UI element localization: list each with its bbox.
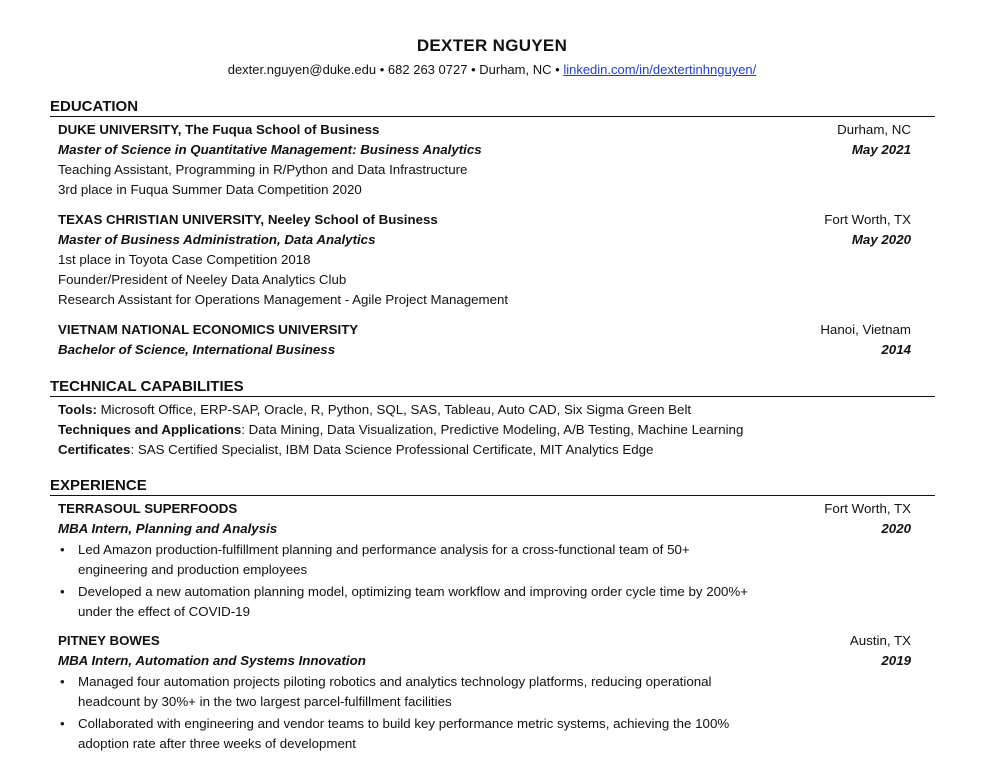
education-entry-header: [58, 120, 911, 140]
experience-entry-header: [58, 631, 911, 651]
education-detail: [58, 180, 911, 200]
role-date: 2019: [881, 653, 911, 668]
technical-line-tools: [58, 400, 911, 420]
school-location: Durham, NC: [837, 122, 911, 137]
detail-text: Research Assistant for Operations Management - Agile Project Management: [58, 292, 509, 307]
school-name: VIETNAM NATIONAL ECONOMICS UNIVERSITY: [58, 322, 359, 337]
bullet-dot-icon: •: [60, 584, 65, 599]
education-degree-row: [58, 140, 911, 160]
bullet-dot-icon: •: [60, 674, 65, 689]
company-name: PITNEY BOWES: [58, 633, 160, 648]
technical-line-certificates: [58, 440, 911, 460]
linkedin-link[interactable]: linkedin.com/in/dextertinhnguyen/: [563, 62, 757, 77]
tech-label: Certificates: [58, 442, 131, 457]
technical-line-techniques: [58, 420, 911, 440]
separator: •: [555, 62, 560, 77]
role: MBA Intern, Planning and Analysis: [58, 521, 278, 536]
detail-text: 3rd place in Fuqua Summer Data Competition 2020: [58, 182, 362, 197]
location: Durham, NC: [479, 62, 552, 77]
role: MBA Intern, Automation and Systems Innovation: [58, 653, 366, 668]
tech-value: Microsoft Office, ERP-SAP, Oracle, R, Python, SQL, SAS, Tableau, Auto CAD, Six Sigma Green Belt: [96, 402, 692, 417]
detail-text: 1st place in Toyota Case Competition 2018: [58, 252, 311, 267]
bullet-item: [60, 714, 760, 754]
school-location: Fort Worth, TX: [824, 212, 911, 227]
tech-value: : Data Mining, Data Visualization, Predictive Modeling, A/B Testing, Machine Learning: [241, 422, 744, 437]
education-detail: [58, 270, 911, 290]
school-name: TEXAS CHRISTIAN UNIVERSITY, Neeley School of Business: [58, 212, 438, 227]
detail-text: Founder/President of Neeley Data Analytics Club: [58, 272, 347, 287]
bullet-text: Led Amazon production-fulfillment planning and performance analysis for a cross-functional team of 50+ engineering and production employees: [78, 542, 690, 577]
section-title-education: EDUCATION: [50, 98, 935, 117]
role-date: 2020: [881, 521, 911, 536]
bullet-dot-icon: •: [60, 716, 65, 731]
bullet-text: Managed four automation projects piloting robotics and analytics technology platforms, reducing operational headcount by 30%+ in the two largest parcel-fulfillment facilities: [78, 674, 712, 709]
bullet-dot-icon: •: [60, 542, 65, 557]
school-location: Hanoi, Vietnam: [820, 322, 911, 337]
education-detail: [58, 160, 911, 180]
separator: •: [471, 62, 476, 77]
school-name: DUKE UNIVERSITY, The Fuqua School of Business: [58, 122, 380, 137]
tech-value: : SAS Certified Specialist, IBM Data Science Professional Certificate, MIT Analytics Edge: [130, 442, 654, 457]
company-name: TERRASOUL SUPERFOODS: [58, 501, 238, 516]
company-location: Austin, TX: [849, 633, 911, 648]
tech-label: Tools:: [58, 402, 97, 417]
tech-label: Techniques and Applications: [58, 422, 242, 437]
education-entry-header: [58, 210, 911, 230]
candidate-name: DEXTER NGUYEN: [416, 36, 568, 55]
separator: •: [379, 62, 385, 77]
bullet-item: [60, 582, 760, 622]
email: dexter.nguyen@duke.edu: [227, 62, 377, 77]
education-entry-header: [58, 320, 911, 340]
contact-line: [0, 62, 984, 77]
detail-text: Teaching Assistant, Programming in R/Python and Data Infrastructure: [58, 162, 468, 177]
phone: 682 263 0727: [387, 62, 468, 77]
bullet-text: Collaborated with engineering and vendor teams to build key performance metric systems, achieving the 100% adoption rate after three weeks of development: [78, 716, 730, 751]
degree-date: 2014: [881, 342, 911, 357]
degree-date: May 2020: [851, 232, 911, 247]
education-degree-row: [58, 340, 911, 360]
section-title-experience: EXPERIENCE: [50, 477, 935, 496]
degree: Master of Business Administration, Data Analytics: [58, 232, 376, 247]
bullet-item: [60, 540, 760, 580]
education-detail: [58, 290, 911, 310]
bullet-item: [60, 672, 760, 712]
bullet-text: Developed a new automation planning model, optimizing team workflow and improving order cycle time by 200%+ under the effect of COVID-19: [78, 584, 748, 619]
company-location: Fort Worth, TX: [824, 501, 911, 516]
experience-role-row: [58, 519, 911, 539]
experience-entry-header: [58, 499, 911, 519]
degree-date: May 2021: [851, 142, 911, 157]
experience-role-row: [58, 651, 911, 671]
degree: Bachelor of Science, International Business: [58, 342, 336, 357]
degree: Master of Science in Quantitative Management: Business Analytics: [58, 142, 482, 157]
section-title-technical: TECHNICAL CAPABILITIES: [50, 378, 935, 397]
education-degree-row: [58, 230, 911, 250]
education-detail: [58, 250, 911, 270]
